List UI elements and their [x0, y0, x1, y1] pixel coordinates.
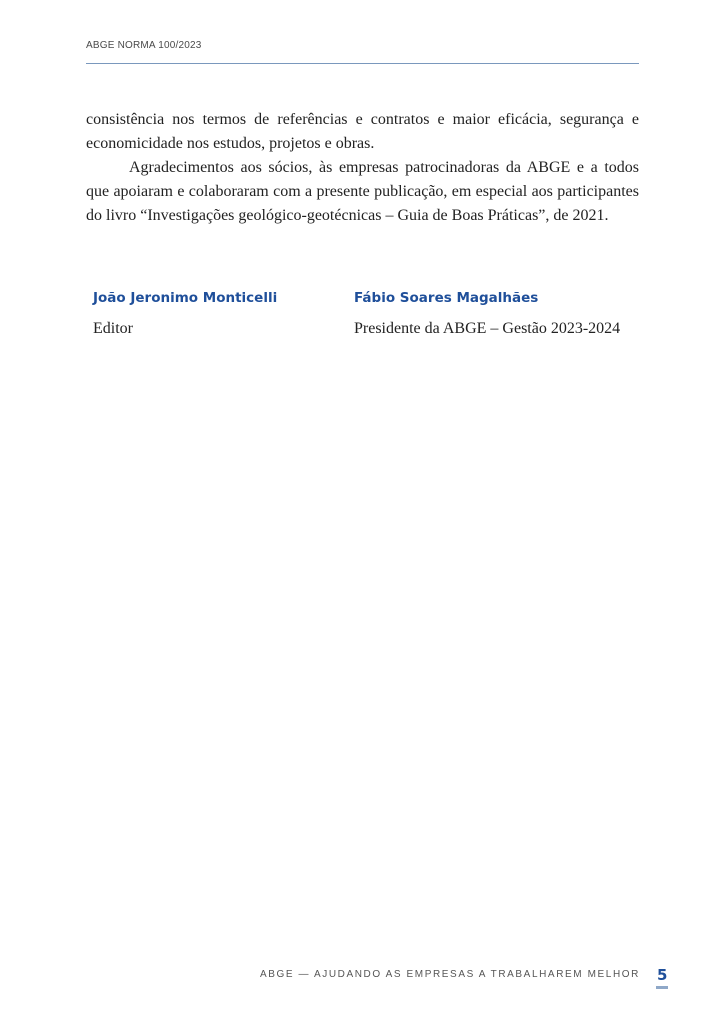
footer-tagline: ABGE — AJUDANDO AS EMPRESAS A TRABALHAREM MELHOR — [259, 969, 640, 980]
header-divider — [86, 63, 639, 64]
signer-role: Presidente da ABGE – Gestão 2023-2024 — [354, 320, 621, 337]
paragraph-acknowledgements: Agradecimentos aos sócios, às empresas patrocinadoras da ABGE e a todos que apoiaram e colaboraram com a presente publicação, em especial aos participantes do livro “Investigações geológico-geotécnicas – Guia de Boas Práticas”, de 2021. — [86, 159, 639, 224]
paragraph-continuation: consistência nos termos de referências e contratos e maior eficácia, segurança e economicidade nos estudos, projetos e obras. — [86, 111, 639, 152]
signer-name: João Jeronimo Monticelli — [93, 290, 278, 306]
signature-editor — [93, 290, 277, 338]
signer-role: Editor — [93, 320, 133, 337]
signer-name: Fábio Soares Magalhães — [354, 290, 539, 306]
running-header: ABGE NORMA 100/2023 — [86, 40, 202, 51]
page-number-underline — [656, 986, 668, 989]
page-number: 5 — [657, 966, 668, 984]
body-text — [86, 108, 639, 228]
signature-president — [354, 290, 620, 338]
